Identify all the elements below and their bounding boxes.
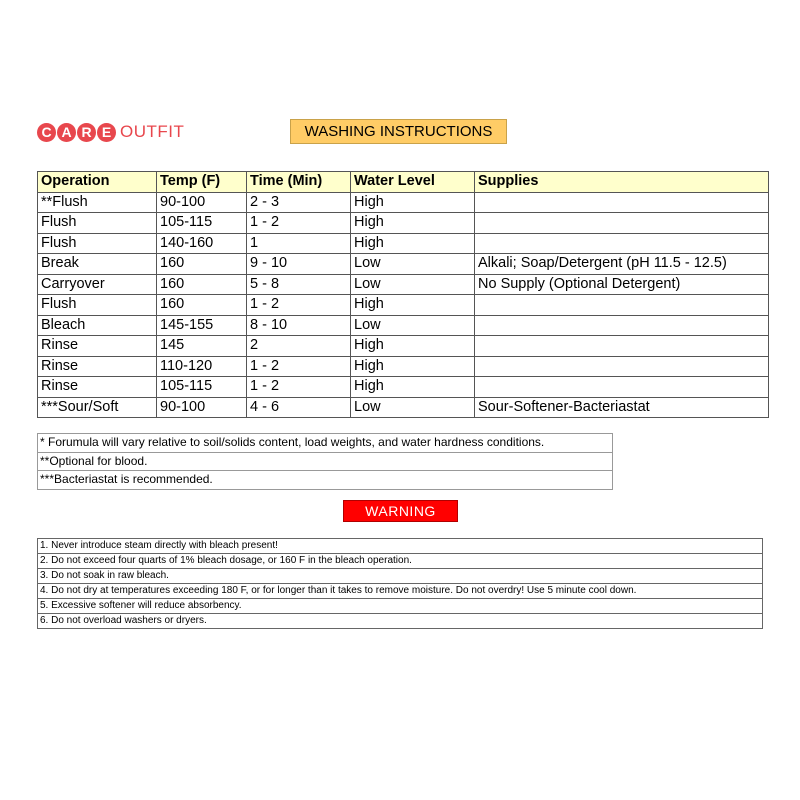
- table-row: [38, 356, 769, 377]
- cell-water-level: Low: [351, 315, 475, 336]
- cell-time: 8 - 10: [247, 315, 351, 336]
- cell-water-level: High: [351, 233, 475, 254]
- table-row: [38, 274, 769, 295]
- cell-temp: 145-155: [157, 315, 247, 336]
- table-row: [38, 295, 769, 316]
- table-row: [38, 336, 769, 357]
- cell-temp: 90-100: [157, 192, 247, 213]
- warning-badge: WARNING: [343, 500, 458, 522]
- cell-supplies: Alkali; Soap/Detergent (pH 11.5 - 12.5): [475, 254, 769, 275]
- header-time: Time (Min): [247, 172, 351, 193]
- cell-water-level: Low: [351, 397, 475, 418]
- header-operation: Operation: [38, 172, 157, 193]
- table-row: [38, 213, 769, 234]
- cell-water-level: High: [351, 295, 475, 316]
- cell-operation: Carryover: [38, 274, 157, 295]
- page-title: WASHING INSTRUCTIONS: [290, 119, 507, 144]
- footnote-row: [38, 471, 613, 490]
- warning-item: 1. Never introduce steam directly with bleach present!: [38, 539, 763, 554]
- cell-water-level: High: [351, 356, 475, 377]
- cell-operation: ***Sour/Soft: [38, 397, 157, 418]
- logo: [37, 121, 184, 143]
- cell-supplies: [475, 336, 769, 357]
- cell-time: 1 - 2: [247, 213, 351, 234]
- footnote-bacteriastat: ***Bacteriastat is recommended.: [38, 471, 613, 490]
- warning-item: 3. Do not soak in raw bleach.: [38, 569, 763, 584]
- cell-operation: Rinse: [38, 377, 157, 398]
- cell-operation: Break: [38, 254, 157, 275]
- cell-temp: 110-120: [157, 356, 247, 377]
- table-header-row: [38, 172, 769, 193]
- cell-operation: Rinse: [38, 356, 157, 377]
- logo-letter-c: C: [37, 123, 56, 142]
- logo-text: OUTFIT: [120, 122, 185, 141]
- cell-time: 9 - 10: [247, 254, 351, 275]
- warnings-list: [37, 538, 763, 629]
- cell-temp: 140-160: [157, 233, 247, 254]
- table-row: [38, 315, 769, 336]
- cell-operation: Flush: [38, 233, 157, 254]
- warning-row: [38, 539, 763, 554]
- table-row: [38, 377, 769, 398]
- warning-row: [38, 554, 763, 569]
- cell-temp: 105-115: [157, 377, 247, 398]
- cell-water-level: High: [351, 192, 475, 213]
- cell-time: 2 - 3: [247, 192, 351, 213]
- logo-letter-e: E: [97, 123, 116, 142]
- cell-temp: 145: [157, 336, 247, 357]
- footnote-formula: * Forumula will vary relative to soil/solids content, load weights, and water hardness conditions.: [38, 434, 613, 453]
- cell-temp: 90-100: [157, 397, 247, 418]
- cell-temp: 160: [157, 295, 247, 316]
- cell-supplies: [475, 213, 769, 234]
- warning-row: [38, 569, 763, 584]
- cell-supplies: [475, 233, 769, 254]
- cell-operation: Flush: [38, 295, 157, 316]
- cell-water-level: High: [351, 336, 475, 357]
- header-supplies: Supplies: [475, 172, 769, 193]
- cell-temp: 160: [157, 254, 247, 275]
- cell-supplies: [475, 356, 769, 377]
- warning-row: [38, 599, 763, 614]
- cell-water-level: High: [351, 213, 475, 234]
- cell-supplies: Sour-Softener-Bacteriastat: [475, 397, 769, 418]
- table-row: [38, 192, 769, 213]
- cell-time: 1: [247, 233, 351, 254]
- cell-supplies: No Supply (Optional Detergent): [475, 274, 769, 295]
- cell-time: 5 - 8: [247, 274, 351, 295]
- warning-item: 4. Do not dry at temperatures exceeding 180 F, or for longer than it takes to remove moisture. Do not overdry! Use 5 minute cool down.: [38, 584, 763, 599]
- cell-operation: **Flush: [38, 192, 157, 213]
- cell-supplies: [475, 315, 769, 336]
- cell-time: 1 - 2: [247, 377, 351, 398]
- table-row: [38, 233, 769, 254]
- warning-row: [38, 584, 763, 599]
- warning-item: 6. Do not overload washers or dryers.: [38, 614, 763, 629]
- cell-time: 4 - 6: [247, 397, 351, 418]
- logo-letter-a: A: [57, 123, 76, 142]
- cell-temp: 160: [157, 274, 247, 295]
- cell-operation: Flush: [38, 213, 157, 234]
- warning-item: 5. Excessive softener will reduce absorbency.: [38, 599, 763, 614]
- cell-time: 2: [247, 336, 351, 357]
- cell-supplies: [475, 192, 769, 213]
- header-temp: Temp (F): [157, 172, 247, 193]
- table-row: [38, 397, 769, 418]
- cell-time: 1 - 2: [247, 356, 351, 377]
- logo-letter-r: R: [77, 123, 96, 142]
- warning-row: [38, 614, 763, 629]
- footnotes: [37, 433, 613, 490]
- header-water-level: Water Level: [351, 172, 475, 193]
- cell-water-level: Low: [351, 274, 475, 295]
- cell-operation: Rinse: [38, 336, 157, 357]
- cell-operation: Bleach: [38, 315, 157, 336]
- cell-temp: 105-115: [157, 213, 247, 234]
- cell-water-level: Low: [351, 254, 475, 275]
- warning-item: 2. Do not exceed four quarts of 1% bleach dosage, or 160 F in the bleach operation.: [38, 554, 763, 569]
- cell-time: 1 - 2: [247, 295, 351, 316]
- footnote-row: [38, 452, 613, 471]
- footnote-blood: **Optional for blood.: [38, 452, 613, 471]
- footnote-row: [38, 434, 613, 453]
- cell-supplies: [475, 295, 769, 316]
- cell-supplies: [475, 377, 769, 398]
- table-row: [38, 254, 769, 275]
- washing-table: [37, 171, 769, 418]
- cell-water-level: High: [351, 377, 475, 398]
